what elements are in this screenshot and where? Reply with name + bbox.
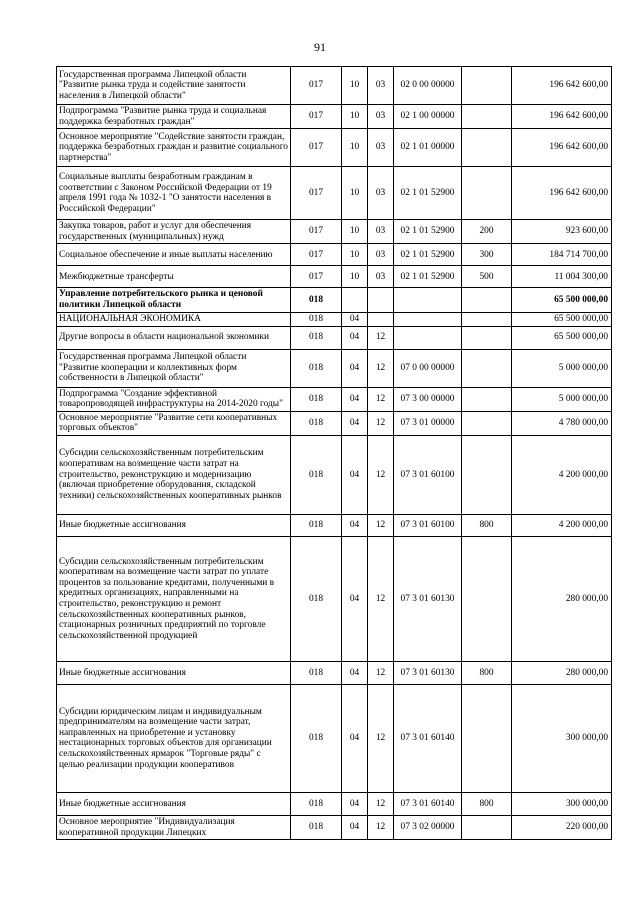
row-name: Социальные выплаты безработным гражданам в соответствии с Законом Российской Федерации от 19 апреля 1991 года № 1032-1 "О занятости населения в Российской Федерации" bbox=[57, 167, 291, 220]
row-subsection-code: 03 bbox=[368, 220, 394, 244]
row-section-code: 04 bbox=[342, 312, 368, 326]
row-ministry-code: 017 bbox=[291, 220, 342, 244]
row-amount: 300 000,00 bbox=[512, 684, 612, 792]
row-name: Другие вопросы в области национальной экономики bbox=[57, 326, 291, 349]
row-amount: 220 000,00 bbox=[512, 815, 612, 839]
row-expense-type-code: 300 bbox=[462, 244, 512, 266]
row-expense-type-code bbox=[462, 684, 512, 792]
row-name: Субсидии сельскохозяйственным потребительским кооперативам на возмещение части затрат по уплате процентов за пользование кредитами, полученными в кредитных организациях, направленными на строительство, реконструкцию и ремонт сельскохозяйственных кооперативных рынков, стационарных розничных предприятий по торговле сельскохозяйственной продукцией bbox=[57, 536, 291, 661]
row-name: Основное мероприятие "Содействие занятости граждан, поддержка безработных граждан и развитие социального партнерства" bbox=[57, 129, 291, 167]
row-subsection-code: 03 bbox=[368, 266, 394, 288]
row-ministry-code: 018 bbox=[291, 326, 342, 349]
row-expense-type-code: 800 bbox=[462, 514, 512, 536]
row-section-code: 04 bbox=[342, 349, 368, 387]
row-expense-type-code bbox=[462, 815, 512, 839]
row-ministry-code: 018 bbox=[291, 514, 342, 536]
row-amount: 4 200 000,00 bbox=[512, 514, 612, 536]
row-ministry-code: 018 bbox=[291, 661, 342, 684]
row-name: Государственная программа Липецкой области "Развитие рынка труда и содействие занятости населения в Липецкой области" bbox=[57, 67, 291, 105]
row-name: Подпрограмма "Развитие рынка труда и социальная поддержка безработных граждан" bbox=[57, 105, 291, 129]
row-ministry-code: 017 bbox=[291, 67, 342, 105]
row-section-code: 10 bbox=[342, 167, 368, 220]
row-expense-type-code: 800 bbox=[462, 792, 512, 815]
row-subsection-code: 12 bbox=[368, 536, 394, 661]
row-expense-type-code bbox=[462, 435, 512, 514]
row-target-code: 07 3 01 60130 bbox=[394, 536, 462, 661]
table-row bbox=[57, 326, 612, 349]
row-target-code: 07 3 01 60130 bbox=[394, 661, 462, 684]
table-row bbox=[57, 514, 612, 536]
row-subsection-code: 12 bbox=[368, 411, 394, 435]
row-section-code: 04 bbox=[342, 411, 368, 435]
row-name: Иные бюджетные ассигнования bbox=[57, 661, 291, 684]
row-subsection-code: 12 bbox=[368, 349, 394, 387]
row-amount: 923 600,00 bbox=[512, 220, 612, 244]
row-name: Подпрограмма "Создание эффективной товаропроводящей инфраструктуры на 2014-2020 годы" bbox=[57, 387, 291, 411]
row-ministry-code: 018 bbox=[291, 435, 342, 514]
row-target-code: 02 1 01 52900 bbox=[394, 167, 462, 220]
row-subsection-code bbox=[368, 288, 394, 312]
row-name: Субсидии сельскохозяйственным потребительским кооперативам на возмещение части затрат на строительство, реконструкцию и модернизацию (включая приобретение оборудования, складской техники) сельскохозяйственных кооперативных рынков bbox=[57, 435, 291, 514]
row-amount: 5 000 000,00 bbox=[512, 349, 612, 387]
row-section-code: 04 bbox=[342, 815, 368, 839]
row-target-code: 02 1 01 00000 bbox=[394, 129, 462, 167]
row-amount: 5 000 000,00 bbox=[512, 387, 612, 411]
row-target-code: 07 0 00 00000 bbox=[394, 349, 462, 387]
row-section-code: 10 bbox=[342, 220, 368, 244]
row-ministry-code: 018 bbox=[291, 536, 342, 661]
row-subsection-code: 12 bbox=[368, 684, 394, 792]
table-row bbox=[57, 105, 612, 129]
row-amount: 196 642 600,00 bbox=[512, 67, 612, 105]
row-expense-type-code bbox=[462, 129, 512, 167]
table-row bbox=[57, 244, 612, 266]
row-expense-type-code bbox=[462, 312, 512, 326]
row-subsection-code: 12 bbox=[368, 326, 394, 349]
row-expense-type-code bbox=[462, 105, 512, 129]
row-section-code: 04 bbox=[342, 661, 368, 684]
row-subsection-code: 12 bbox=[368, 387, 394, 411]
table-row bbox=[57, 167, 612, 220]
row-subsection-code: 03 bbox=[368, 129, 394, 167]
row-target-code: 07 3 01 00000 bbox=[394, 411, 462, 435]
row-subsection-code: 12 bbox=[368, 661, 394, 684]
row-section-code: 04 bbox=[342, 792, 368, 815]
row-section-code: 04 bbox=[342, 536, 368, 661]
row-expense-type-code bbox=[462, 411, 512, 435]
row-ministry-code: 018 bbox=[291, 288, 342, 312]
row-target-code: 07 3 02 00000 bbox=[394, 815, 462, 839]
row-amount: 196 642 600,00 bbox=[512, 167, 612, 220]
row-amount: 65 500 000,00 bbox=[512, 288, 612, 312]
row-target-code: 07 3 01 60100 bbox=[394, 514, 462, 536]
table-row bbox=[57, 288, 612, 312]
row-expense-type-code bbox=[462, 349, 512, 387]
row-name: Иные бюджетные ассигнования bbox=[57, 792, 291, 815]
row-ministry-code: 017 bbox=[291, 266, 342, 288]
row-section-code: 04 bbox=[342, 387, 368, 411]
row-ministry-code: 018 bbox=[291, 387, 342, 411]
row-section-code: 10 bbox=[342, 67, 368, 105]
row-section-code: 10 bbox=[342, 129, 368, 167]
row-name: Закупка товаров, работ и услуг для обеспечения государственных (муниципальных) нужд bbox=[57, 220, 291, 244]
table-row bbox=[57, 792, 612, 815]
row-subsection-code: 03 bbox=[368, 244, 394, 266]
table-row bbox=[57, 815, 612, 839]
table-row bbox=[57, 684, 612, 792]
row-ministry-code: 018 bbox=[291, 349, 342, 387]
row-target-code: 02 1 01 52900 bbox=[394, 266, 462, 288]
row-expense-type-code bbox=[462, 288, 512, 312]
row-amount: 280 000,00 bbox=[512, 536, 612, 661]
row-name: Управление потребительского рынка и ценовой политики Липецкой области bbox=[57, 288, 291, 312]
row-ministry-code: 017 bbox=[291, 244, 342, 266]
row-subsection-code: 03 bbox=[368, 167, 394, 220]
table-row bbox=[57, 312, 612, 326]
table-row bbox=[57, 67, 612, 105]
row-target-code: 02 1 00 00000 bbox=[394, 105, 462, 129]
row-target-code: 07 3 01 60100 bbox=[394, 435, 462, 514]
row-amount: 4 200 000,00 bbox=[512, 435, 612, 514]
row-name: Иные бюджетные ассигнования bbox=[57, 514, 291, 536]
row-target-code: 02 1 01 52900 bbox=[394, 244, 462, 266]
row-section-code bbox=[342, 288, 368, 312]
table-row bbox=[57, 129, 612, 167]
row-amount: 65 500 000,00 bbox=[512, 312, 612, 326]
row-target-code bbox=[394, 326, 462, 349]
row-amount: 11 004 300,00 bbox=[512, 266, 612, 288]
row-section-code: 10 bbox=[342, 266, 368, 288]
row-name: Основное мероприятие "Развитие сети кооперативных торговых объектов" bbox=[57, 411, 291, 435]
row-ministry-code: 018 bbox=[291, 411, 342, 435]
row-expense-type-code bbox=[462, 67, 512, 105]
row-target-code: 07 3 01 60140 bbox=[394, 792, 462, 815]
row-ministry-code: 017 bbox=[291, 105, 342, 129]
table-row bbox=[57, 411, 612, 435]
row-section-code: 10 bbox=[342, 105, 368, 129]
row-subsection-code: 12 bbox=[368, 435, 394, 514]
row-section-code: 10 bbox=[342, 244, 368, 266]
row-expense-type-code bbox=[462, 387, 512, 411]
row-name: Субсидии юридическим лицам и индивидуальным предпринимателям на возмещение части затрат, направленных на приобретение и установку нестационарных торговых объектов для организации сельскохозяйственных ярмарок "Торговые ряды" с целью реализации продукции кооперативов bbox=[57, 684, 291, 792]
row-subsection-code: 12 bbox=[368, 792, 394, 815]
row-amount: 184 714 700,00 bbox=[512, 244, 612, 266]
row-ministry-code: 017 bbox=[291, 167, 342, 220]
row-amount: 196 642 600,00 bbox=[512, 129, 612, 167]
row-target-code: 02 1 01 52900 bbox=[394, 220, 462, 244]
row-name: Межбюджетные трансферты bbox=[57, 266, 291, 288]
row-name: Социальное обеспечение и иные выплаты населению bbox=[57, 244, 291, 266]
page-number: 91 bbox=[314, 40, 326, 54]
row-target-code: 07 3 01 60140 bbox=[394, 684, 462, 792]
row-subsection-code: 03 bbox=[368, 67, 394, 105]
row-amount: 300 000,00 bbox=[512, 792, 612, 815]
row-ministry-code: 018 bbox=[291, 312, 342, 326]
row-name: Основное мероприятие "Индивидуализация кооперативной продукции Липецких bbox=[57, 815, 291, 839]
row-section-code: 04 bbox=[342, 684, 368, 792]
row-expense-type-code bbox=[462, 167, 512, 220]
row-subsection-code: 03 bbox=[368, 105, 394, 129]
table-row bbox=[57, 435, 612, 514]
table-row bbox=[57, 349, 612, 387]
row-target-code bbox=[394, 288, 462, 312]
row-ministry-code: 018 bbox=[291, 792, 342, 815]
row-expense-type-code: 200 bbox=[462, 220, 512, 244]
row-amount: 280 000,00 bbox=[512, 661, 612, 684]
row-ministry-code: 018 bbox=[291, 684, 342, 792]
row-expense-type-code bbox=[462, 326, 512, 349]
table-row bbox=[57, 220, 612, 244]
row-expense-type-code: 800 bbox=[462, 661, 512, 684]
row-subsection-code: 12 bbox=[368, 514, 394, 536]
table-row bbox=[57, 266, 612, 288]
row-amount: 65 500 000,00 bbox=[512, 326, 612, 349]
row-name: НАЦИОНАЛЬНАЯ ЭКОНОМИКА bbox=[57, 312, 291, 326]
budget-table-body bbox=[57, 67, 612, 840]
row-ministry-code: 017 bbox=[291, 129, 342, 167]
row-section-code: 04 bbox=[342, 514, 368, 536]
row-name: Государственная программа Липецкой области "Развитие кооперации и коллективных форм собственности в Липецкой области" bbox=[57, 349, 291, 387]
row-subsection-code: 12 bbox=[368, 815, 394, 839]
row-subsection-code bbox=[368, 312, 394, 326]
row-section-code: 04 bbox=[342, 326, 368, 349]
row-section-code: 04 bbox=[342, 435, 368, 514]
row-target-code bbox=[394, 312, 462, 326]
table-row bbox=[57, 661, 612, 684]
row-amount: 196 642 600,00 bbox=[512, 105, 612, 129]
row-expense-type-code: 500 bbox=[462, 266, 512, 288]
row-amount: 4 780 000,00 bbox=[512, 411, 612, 435]
row-expense-type-code bbox=[462, 536, 512, 661]
table-row bbox=[57, 387, 612, 411]
row-ministry-code: 018 bbox=[291, 815, 342, 839]
row-target-code: 07 3 00 00000 bbox=[394, 387, 462, 411]
table-row bbox=[57, 536, 612, 661]
row-target-code: 02 0 00 00000 bbox=[394, 67, 462, 105]
budget-table bbox=[56, 66, 612, 840]
